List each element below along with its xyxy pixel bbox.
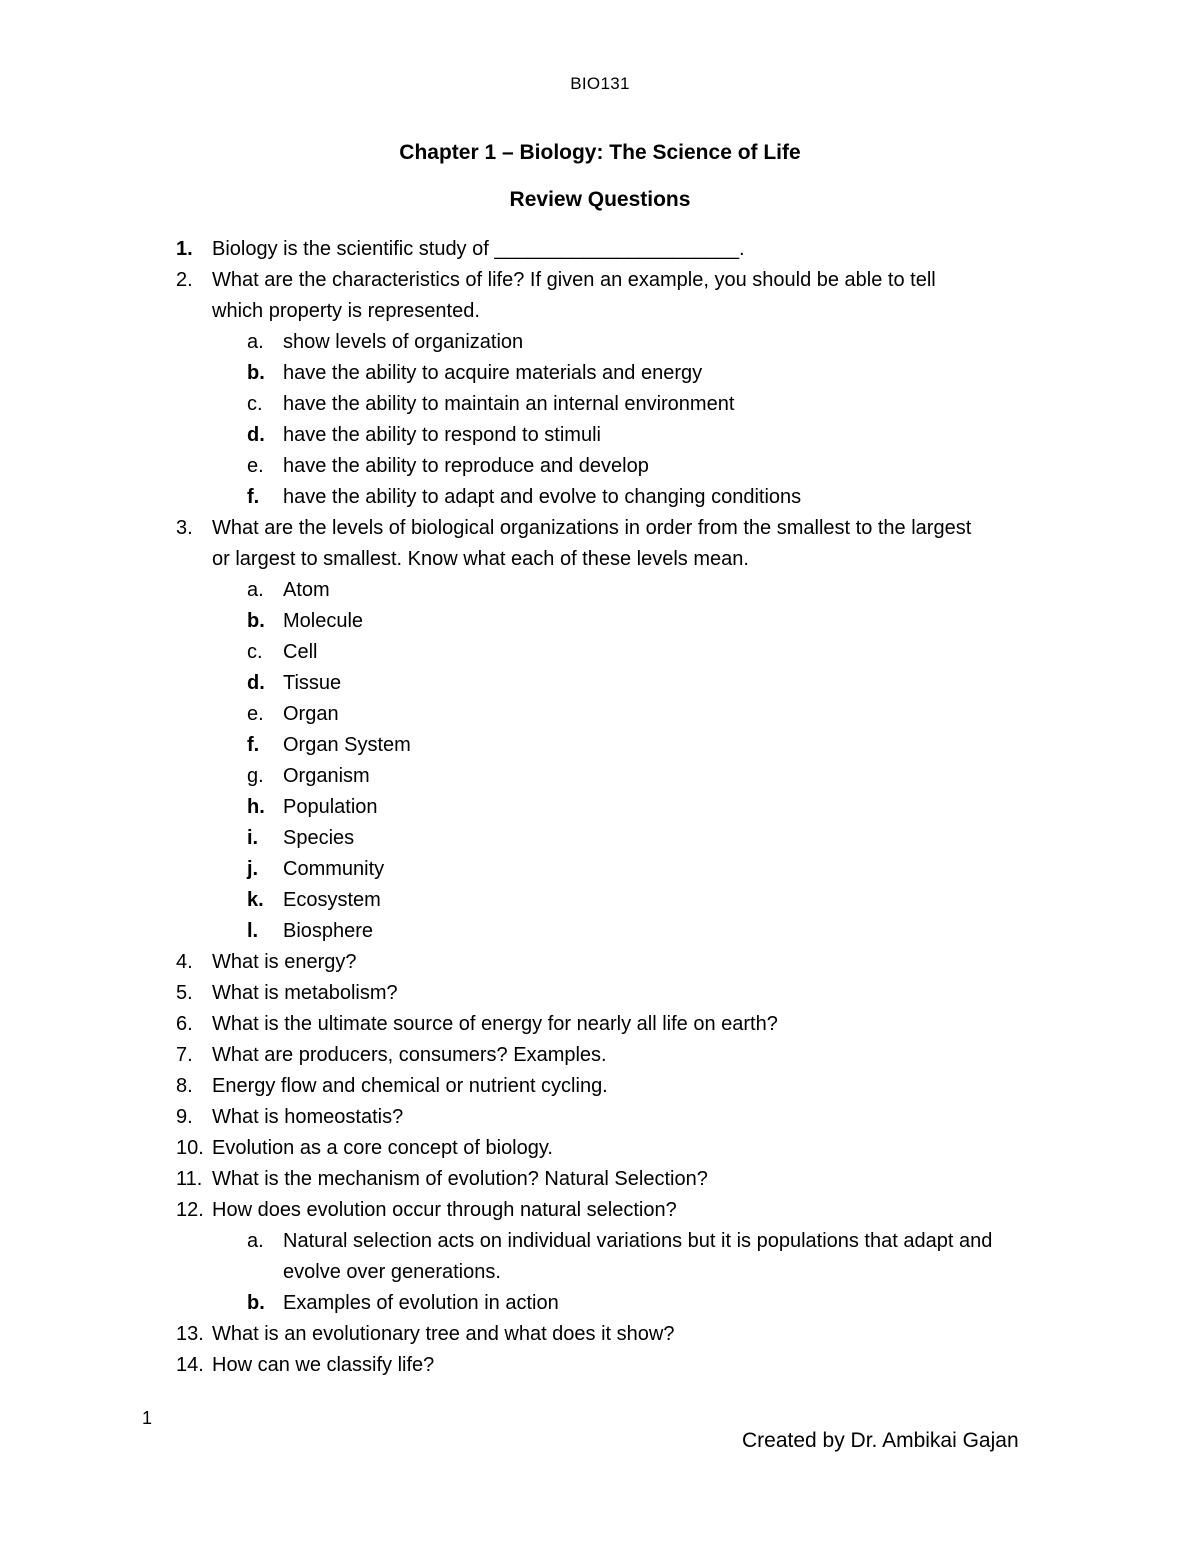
question-text: What is an evolutionary tree and what does it show? <box>212 1323 675 1345</box>
sub-text: Population <box>283 796 378 818</box>
sub-text: have the ability to maintain an internal environment <box>283 393 735 415</box>
sub-text: Organ <box>283 703 339 725</box>
question-text: What is energy? <box>212 951 357 973</box>
sub-item <box>0 327 1200 358</box>
question-list <box>0 234 1200 1381</box>
sub-text: Ecosystem <box>283 889 381 911</box>
question-number: 2. <box>176 269 193 291</box>
sub-text: Tissue <box>283 672 342 694</box>
sub-text: Molecule <box>283 610 364 632</box>
sub-text: Cell <box>283 641 318 663</box>
sub-item <box>0 916 1200 947</box>
sub-text: have the ability to reproduce and develop <box>283 455 649 477</box>
question-number: 4. <box>176 951 193 973</box>
sub-item <box>0 389 1200 420</box>
question-text-continued: or largest to smallest. Know what each of these levels mean. <box>212 548 749 570</box>
sub-item <box>0 1226 1200 1257</box>
sub-label: j. <box>247 858 259 880</box>
question-text: How can we classify life? <box>212 1354 435 1376</box>
sub-item <box>0 854 1200 885</box>
sub-item <box>0 606 1200 637</box>
question-item <box>0 978 1200 1009</box>
question-number: 7. <box>176 1044 193 1066</box>
sub-label: h. <box>247 796 265 818</box>
question-number: 9. <box>176 1106 193 1128</box>
sub-item <box>0 730 1200 761</box>
sub-text: Community <box>283 858 385 880</box>
page-number: 1 <box>142 1408 153 1428</box>
question-item <box>0 1350 1200 1381</box>
question-item <box>0 513 1200 544</box>
question-number: 10. <box>176 1137 204 1159</box>
sub-item <box>0 792 1200 823</box>
sub-text: Examples of evolution in action <box>283 1292 559 1314</box>
question-text-continued: which property is represented. <box>212 300 480 322</box>
sub-item <box>0 761 1200 792</box>
sub-text: Atom <box>283 579 330 601</box>
sub-text: have the ability to respond to stimuli <box>283 424 601 446</box>
sub-item <box>0 885 1200 916</box>
sub-item <box>0 637 1200 668</box>
question-number: 8. <box>176 1075 193 1097</box>
question-item <box>0 234 1200 265</box>
page-subtitle: Review Questions <box>509 188 691 211</box>
question-number: 1. <box>176 238 193 260</box>
sub-text: Biosphere <box>283 920 374 942</box>
question-text: What is homeostatis? <box>212 1106 404 1128</box>
question-item <box>0 1009 1200 1040</box>
sub-text: have the ability to acquire materials and energy <box>283 362 703 384</box>
question-item <box>0 1164 1200 1195</box>
sub-label: l. <box>247 920 259 942</box>
question-text: What is the ultimate source of energy for nearly all life on earth? <box>212 1013 778 1035</box>
question-item <box>0 1071 1200 1102</box>
sub-text: show levels of organization <box>283 331 524 353</box>
question-text: What is metabolism? <box>212 982 398 1004</box>
sub-item <box>0 358 1200 389</box>
sub-item <box>0 1288 1200 1319</box>
question-number: 14. <box>176 1354 204 1376</box>
sub-item <box>0 482 1200 513</box>
sub-label: a. <box>247 579 264 601</box>
question-number: 12. <box>176 1199 204 1221</box>
question-number: 6. <box>176 1013 193 1035</box>
course-header: BIO131 <box>570 74 630 93</box>
question-number: 11. <box>176 1168 203 1190</box>
question-text: Energy flow and chemical or nutrient cycling. <box>212 1075 608 1097</box>
sub-label: e. <box>247 703 264 725</box>
question-number: 3. <box>176 517 193 539</box>
question-item <box>0 947 1200 978</box>
sub-label: a. <box>247 331 264 353</box>
question-item <box>0 1195 1200 1226</box>
sub-text: Natural selection acts on individual variations but it is populations that adapt and <box>283 1230 993 1252</box>
sub-label: f. <box>247 734 260 756</box>
question-item <box>0 265 1200 296</box>
sub-label: d. <box>247 424 265 446</box>
sub-label: b. <box>247 610 265 632</box>
question-item <box>0 1319 1200 1350</box>
author-credit: Created by Dr. Ambikai Gajan <box>742 1429 1019 1452</box>
sub-item <box>0 699 1200 730</box>
sub-label: d. <box>247 672 265 694</box>
sub-label: g. <box>247 765 264 787</box>
sub-label: b. <box>247 362 265 384</box>
sub-label: a. <box>247 1230 264 1252</box>
sub-label: e. <box>247 455 264 477</box>
sub-item <box>0 451 1200 482</box>
sub-text: Species <box>283 827 355 849</box>
sub-item <box>0 575 1200 606</box>
sub-item <box>0 420 1200 451</box>
sub-label: i. <box>247 827 259 849</box>
sub-item <box>0 668 1200 699</box>
sub-label: c. <box>247 641 263 663</box>
question-text: Evolution as a core concept of biology. <box>212 1137 553 1159</box>
sub-item <box>0 823 1200 854</box>
sub-label: c. <box>247 393 263 415</box>
question-text: What are producers, consumers? Examples. <box>212 1044 607 1066</box>
question-text: What are the levels of biological organizations in order from the smallest to the largest <box>212 517 972 539</box>
question-item <box>0 1102 1200 1133</box>
sub-text: Organism <box>283 765 370 787</box>
question-item <box>0 1133 1200 1164</box>
question-item <box>0 1040 1200 1071</box>
question-number: 5. <box>176 982 193 1004</box>
question-text: What is the mechanism of evolution? Natural Selection? <box>212 1168 708 1190</box>
question-text: Biology is the scientific study of ______________________. <box>212 238 745 260</box>
sub-item-continued: evolve over generations. <box>283 1261 501 1283</box>
page-title: Chapter 1 – Biology: The Science of Life <box>399 141 801 164</box>
sub-label: b. <box>247 1292 265 1314</box>
sub-label: k. <box>247 889 264 911</box>
sub-label: f. <box>247 486 260 508</box>
question-text: What are the characteristics of life? If given an example, you should be able to tell <box>212 269 936 291</box>
sub-text: Organ System <box>283 734 411 756</box>
question-number: 13. <box>176 1323 204 1345</box>
sub-text: have the ability to adapt and evolve to changing conditions <box>283 486 802 508</box>
question-text: How does evolution occur through natural selection? <box>212 1199 677 1221</box>
